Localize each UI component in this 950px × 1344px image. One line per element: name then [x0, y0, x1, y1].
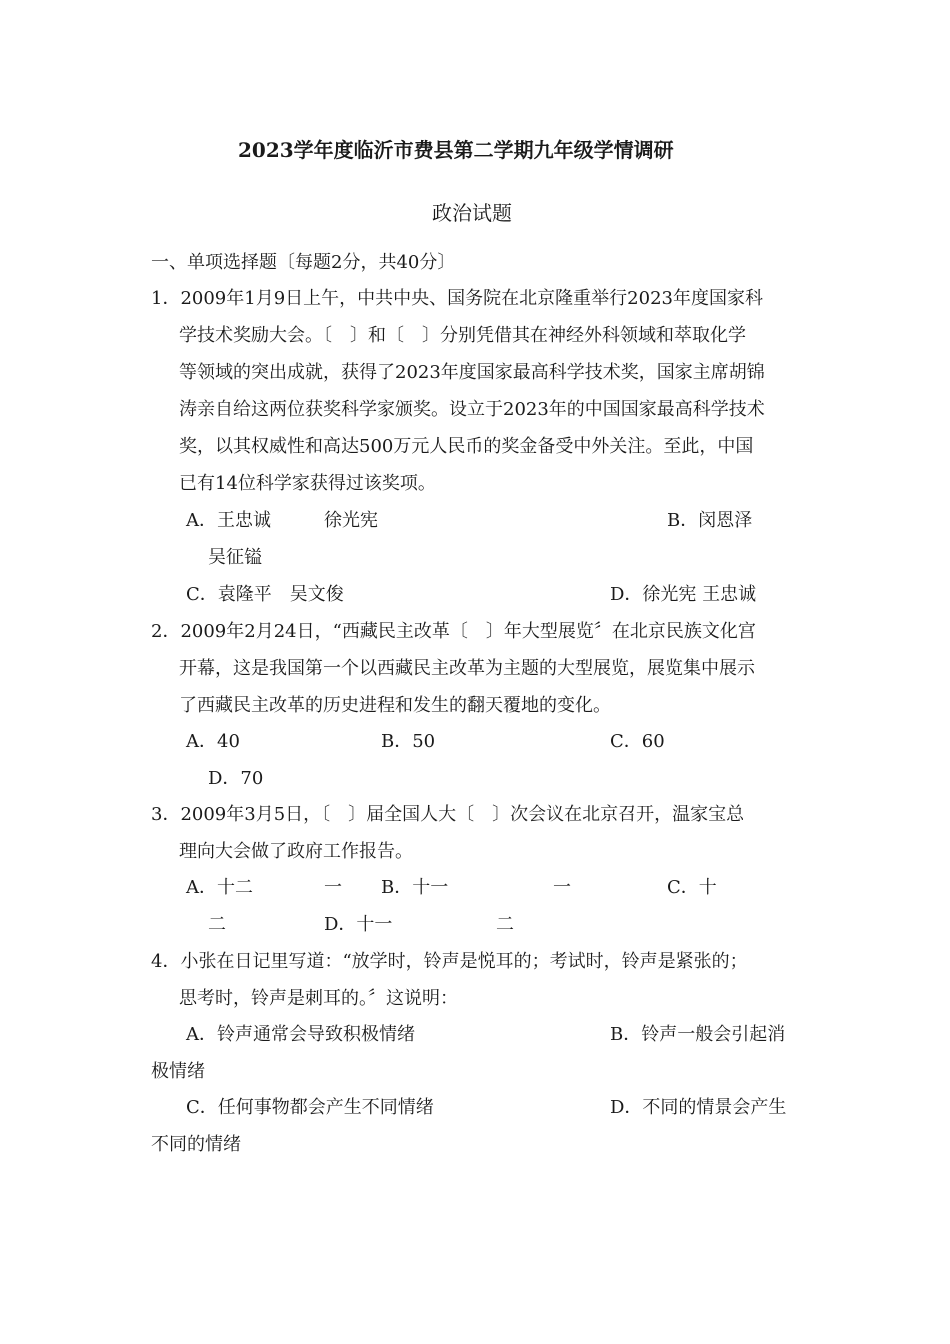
option-c: C．任何事物都会产生不同情绪: [186, 1097, 434, 1118]
option-b: B．50: [381, 731, 436, 752]
option-d: D．不同的情景会产生: [610, 1097, 787, 1118]
option-b: B．十一: [381, 877, 449, 898]
option-d-continued: 不同的情绪: [151, 1134, 241, 1155]
question-text-line: 奖，以其权威性和高达500万元人民币的奖金备受中外关注。至此，中国: [179, 436, 754, 457]
option-b-continued: 极情绪: [151, 1061, 205, 1082]
question-text-line: 2．2009年2月24日，“西藏民主改革〔 〕年大型展览〞在北京民族文化宫: [151, 621, 756, 642]
option-b-continued: 吴征镒: [208, 547, 262, 568]
question-text-line: 涛亲自给这两位获奖科学家颁奖。设立于2023年的中国国家最高科学技术: [179, 399, 765, 420]
option-d: D．十一: [324, 914, 393, 935]
option-a: A．40: [186, 731, 240, 752]
option-a-continued: 一: [324, 877, 342, 898]
option-a-continued: 徐光宪: [324, 510, 378, 531]
page-title: 2023学年度临沂市费县第二学期九年级学情调研: [238, 138, 674, 162]
question-text-line: 4．小张在日记里写道：“放学时，铃声是悦耳的；考试时，铃声是紧张的；: [151, 951, 748, 972]
question-text-line: 1．2009年1月9日上午，中共中央、国务院在北京隆重举行2023年度国家科: [151, 288, 763, 309]
option-c: C．袁隆平 吴文俊: [186, 584, 344, 605]
page-subtitle: 政治试题: [432, 201, 512, 225]
option-b-continued: 一: [553, 877, 571, 898]
option-d-continued: 二: [496, 914, 514, 935]
question-text-line: 学技术奖励大会。〔 〕和〔 〕分别凭借其在神经外科领域和萃取化学: [179, 325, 746, 346]
section-heading: 一、单项选择题〔每题2分，共40分〕: [151, 252, 456, 273]
option-c: C．十: [667, 877, 717, 898]
option-c: C．60: [610, 731, 665, 752]
option-b: B．铃声一般会引起消: [610, 1024, 786, 1045]
question-text-line: 了西藏民主改革的历史进程和发生的翻天覆地的变化。: [179, 695, 611, 716]
option-d: D．70: [208, 768, 264, 789]
question-text-line: 开幕，这是我国第一个以西藏民主改革为主题的大型展览，展览集中展示: [179, 658, 755, 679]
option-b: B．闵恩泽: [667, 510, 753, 531]
question-text-line: 已有14位科学家获得过该奖项。: [179, 473, 436, 494]
option-a: A．王忠诚: [186, 510, 271, 531]
question-text-line: 思考时，铃声是刺耳的。〞这说明：: [179, 988, 458, 1009]
option-a: A．十二: [186, 877, 253, 898]
option-a: A．铃声通常会导致积极情绪: [186, 1024, 415, 1045]
question-text-line: 理向大会做了政府工作报告。: [179, 841, 413, 862]
option-d: D．徐光宪 王忠诚: [610, 584, 757, 605]
option-c-continued: 二: [208, 914, 226, 935]
question-text-line: 3．2009年3月5日，〔 〕届全国人大〔 〕次会议在北京召开，温家宝总: [151, 804, 745, 825]
question-text-line: 等领域的突出成就，获得了2023年度国家最高科学技术奖，国家主席胡锦: [179, 362, 765, 383]
